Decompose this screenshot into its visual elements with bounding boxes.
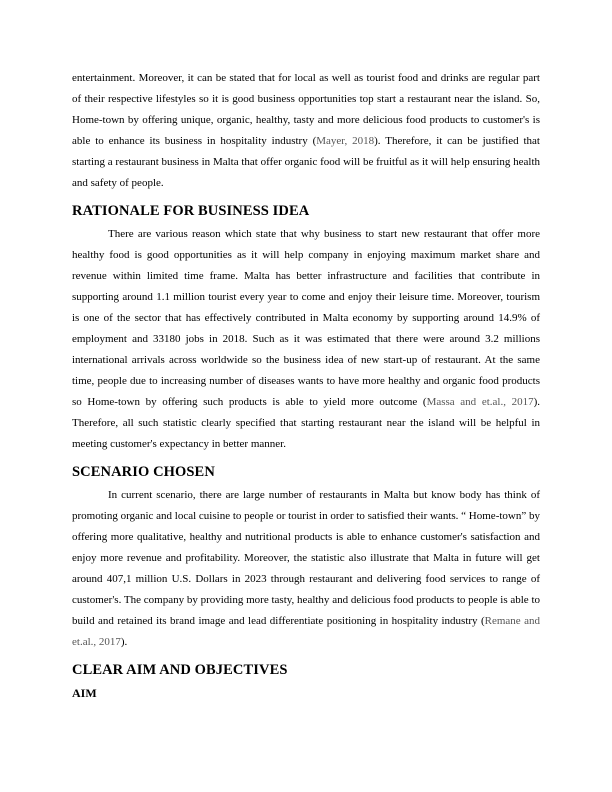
aims-heading: CLEAR AIM AND OBJECTIVES [72, 662, 288, 678]
scenario-citation: Remane and et.al., 2017 [72, 615, 540, 648]
scenario-paragraph [72, 485, 540, 653]
rationale-citation: Massa and et.al., 2017 [426, 396, 534, 408]
scenario-text: In current scenario, there are large number of restaurants in Malta but know body has think of promoting organic and local cuisine to people or tourist in order to satisfied their wants. “ Home-town” by offering more qualitative, healthy and nutritional products is able to enhance customer's satisfaction and enjoy more revenue and profitability. Moreover, the statistic also illustrate that Malta in future will get around 407,1 million U.S. Dollars in 2023 through restaurant and delivering food services to range of customer's. The company by providing more tasty, healthy and delicious food products to people is able to build and retained its brand image and lead differentiate positioning in hospitality industry ( [72, 489, 540, 627]
intro-text: entertainment. Moreover, it can be stated that for local as well as tourist food and drinks are regular part of their respective lifestyles so it is good business opportunities top start a restaurant near the island. So, Home-town by offering unique, organic, healthy, tasty and more delicious food products to customer's is able to enhance its business in hospitality industry ( [72, 72, 540, 147]
rationale-paragraph [72, 224, 540, 455]
intro-text-end: ). Therefore, it can be justified that starting a restaurant business in Malta that offer organic food will be fruitful as it will help ensuring health and safety of people. [72, 135, 540, 189]
scenario-text-end: ). [120, 636, 128, 648]
aim-subheading: AIM [72, 686, 97, 700]
intro-citation: Mayer, 2018 [316, 135, 375, 147]
scenario-heading: SCENARIO CHOSEN [72, 464, 215, 480]
page-content [72, 68, 540, 701]
rationale-text: There are various reason which state that why business to start new restaurant that offer more healthy food is good opportunities as it will help company in enjoying maximum market share and revenue within limited time frame. Malta has better infrastructure and facilities that contribute in supporting around 1.1 million tourist every year to come and enjoy their leisure time. Moreover, tourism is one of the sector that has effectively contributed in Malta economy by supporting around 14.9% of employment and 33180 jobs in 2018. Such as it was estimated that there were around 3.2 millions international arrivals across worldwide so the business idea of new start-up of restaurant. At the same time, people due to increasing number of diseases wants to have more healthy and organic food products so Home-town by offering such products is able to yield more outcome ( [72, 228, 540, 408]
rationale-text-end: ). Therefore, all such statistic clearly specified that starting restaurant near the island will be helpful in meeting customer's expectancy in better manner. [72, 396, 541, 450]
rationale-heading: RATIONALE FOR BUSINESS IDEA [72, 203, 310, 219]
intro-paragraph [72, 68, 540, 194]
